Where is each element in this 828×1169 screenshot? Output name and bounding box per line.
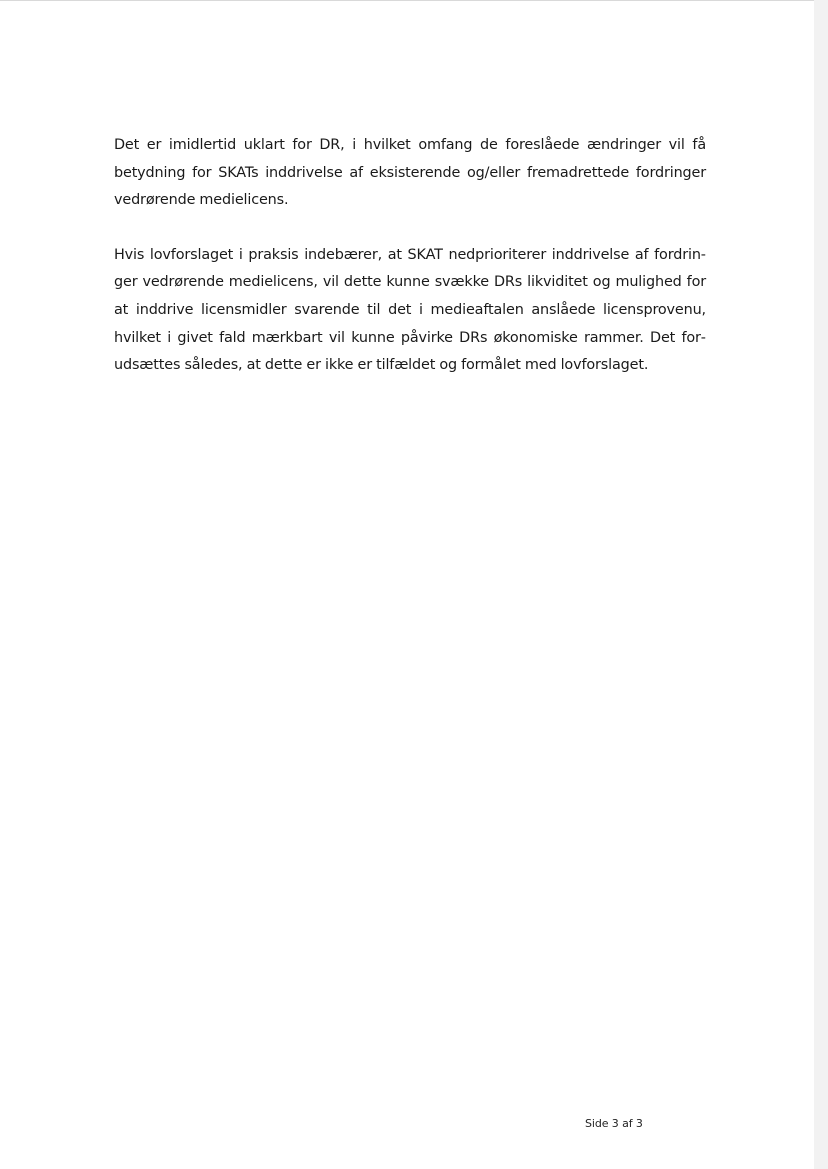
page-right-edge — [814, 0, 828, 1169]
top-edge-divider — [0, 0, 828, 1]
page-number: Side 3 af 3 — [585, 1117, 643, 1130]
paragraph-2: Hvis lovforslaget i praksis indebærer, at SKAT nedprioriterer inddrivelse af fordringer vedrørende medielicens, vil dette kunne svække DRs likviditet og mulighed for at inddrive licensmidler svarende til det i medieaftalen anslåede licensprovenu, hvilket i givet fald mærkbart vil kunne påvirke DRs økonomiske rammer. Det forudsættes således, at dette er ikke er tilfældet og formålet med lovforslaget. — [114, 246, 706, 374]
body-text — [114, 132, 706, 380]
paragraph-1: Det er imidlertid uklart for DR, i hvilket omfang de foreslåede ændringer vil få betydning for SKATs inddrivelse af eksisterende og/eller fremadrettede fordringer vedrørende medielicens. — [114, 137, 706, 209]
